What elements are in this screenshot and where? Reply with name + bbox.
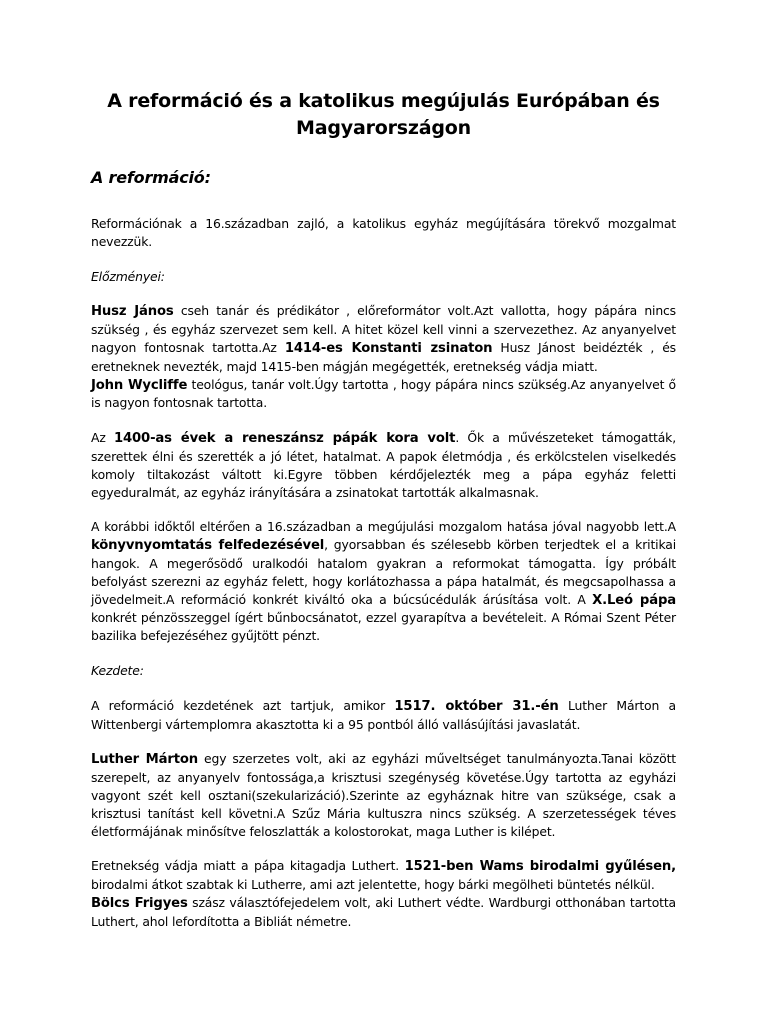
- eretnekseg-paragraph: [91, 857, 676, 894]
- luther-name: Luther Márton: [91, 752, 199, 768]
- frigyes-text: szász választófejedelem volt, aki Luthert védte. Wardburgi otthonában tartotta Luthert, ahol lefordította a Bibliát németre.: [91, 894, 676, 929]
- konyv-paragraph: [91, 518, 676, 645]
- frigyes-name: Bölcs Frigyes: [91, 895, 188, 911]
- wycliffe-name: John Wycliffe: [91, 377, 188, 393]
- zsinat-bold: 1414-es Konstanti zsinaton: [284, 340, 493, 356]
- eretnekseg-text: birodalmi átkot szabtak ki Lutherre, ami azt jelentette, hogy bárki megölheti büntetés nélkül.: [91, 877, 655, 893]
- section-heading: A reformáció:: [91, 168, 211, 187]
- luther-text: egy szerzetes volt, aki az egyházi műveltséget tanulmányozta.Tanai között szerepelt, az anyanyelv fontossága,a krisztusi szegénység követése.Úgy tartotta az egyházi vagyont szét kell osztani(szekularizáció).Szerinte az egyháznak hitre van szüksége, csak a krisztusi tanítást kell követni.A Szűz Mária kultuszra nincs szükség. A szerzetességek téves életformájának minősítve feloszlatták a kolostorokat, maga Luther is kilépet.: [91, 751, 676, 839]
- papak-paragraph: [91, 429, 676, 501]
- konyv-bold: könyvnyomtatás felfedezésével: [91, 538, 325, 554]
- wycliffe-paragraph: [91, 376, 676, 413]
- husz-text-1: cseh tanár és prédikátor , előreformátor volt.Azt vallotta, hogy pápára nincs szükség , és egyház szervezet sem kell. A hitet közel kell vinni a szervezethez. Az anyanyelvet nagyon fontosnak tartotta.Az: [91, 303, 676, 355]
- kezdete-1-text: Luther Márton a Wittenbergi vártemplomra akasztotta ki a 95 pontból álló vallásújítási javaslatát.: [91, 697, 676, 732]
- konyv-pre: A korábbi időktől eltérően a 16.században a megújulási mozgalom hatása jóval nagyobb lett.A: [91, 519, 676, 535]
- luther-paragraph: [91, 750, 676, 840]
- eretnekseg-pre: Eretnekség vádja miatt a pápa kitagadja Luthert.: [91, 858, 405, 874]
- subheading-kezdete: Kezdete:: [91, 662, 144, 678]
- leo-bold: X.Leó pápa: [592, 592, 676, 608]
- frigyes-paragraph: [91, 894, 676, 931]
- kezdete-1-pre: A reformáció kezdetének azt tartjuk, amikor: [91, 697, 395, 713]
- subheading-elozmenyei: Előzményei:: [91, 268, 165, 284]
- husz-paragraph: [91, 302, 676, 375]
- wams-bold: 1521-ben Wams birodalmi gyűlésen,: [404, 859, 676, 875]
- intro-paragraph: Reformációnak a 16.században zajló, a katolikus egyház megújítására törekvő mozgalmat nevezzük.: [91, 216, 676, 249]
- title-line-1: A reformáció és a katolikus megújulás Európában és: [107, 90, 660, 112]
- document-title: [91, 88, 676, 142]
- papak-text: . Ők a művészeteket támogatták, szerettek élni és szerették a jó létet, hatalmat. A papok életmódja , és erkölcstelen viselkedés komoly tiltakozást váltott ki.Egyre többen kérdőjelezték meg a pápa egyház feletti egyeduralmát, az egyház irányítására a zsinatokat tartották alkalmasnak.: [91, 430, 676, 500]
- konyv-mid: , gyorsabban és szélesebb körben terjedtek el a kritikai hangok. A megerősödő uralkodói hatalom gyakran a reformokat támogatta. Így próbált befolyást szerezni az egyház felett, hogy korlátozhassa a pápa hatalmát, és megcsapolhassa a jövedelmeit.A reformáció konkrét kiváltó oka a búcsúcédulák árúsítása volt. A: [91, 537, 676, 607]
- konyv-end: konkrét pénzösszeggel ígért bűnbocsánatot, ezzel gyarapítva a bevételeit. A Római Szent Péter bazilika befejezéséhez gyűjtött pénzt.: [91, 610, 676, 644]
- papak-bold: 1400-as évek a reneszánsz pápák kora volt: [113, 431, 456, 447]
- papak-pre: Az: [91, 430, 114, 446]
- wycliffe-text: teológus, tanár volt.Úgy tartotta , hogy pápára nincs szükség.Az anyanyelvet ő is nagyon fontosnak tartotta.: [91, 376, 676, 411]
- husz-name: Husz János: [91, 304, 174, 320]
- husz-text-2: Husz Jánost beidézték , és eretneknek nevezték, majd 1415-ben mágján megégették, eretnekség vádja miatt.: [91, 339, 676, 374]
- document-page: [91, 88, 676, 931]
- title-line-2: Magyarországon: [296, 117, 471, 139]
- kezdete-paragraph-1: [91, 697, 676, 734]
- kezdete-1-bold: 1517. október 31.-én: [394, 698, 559, 714]
